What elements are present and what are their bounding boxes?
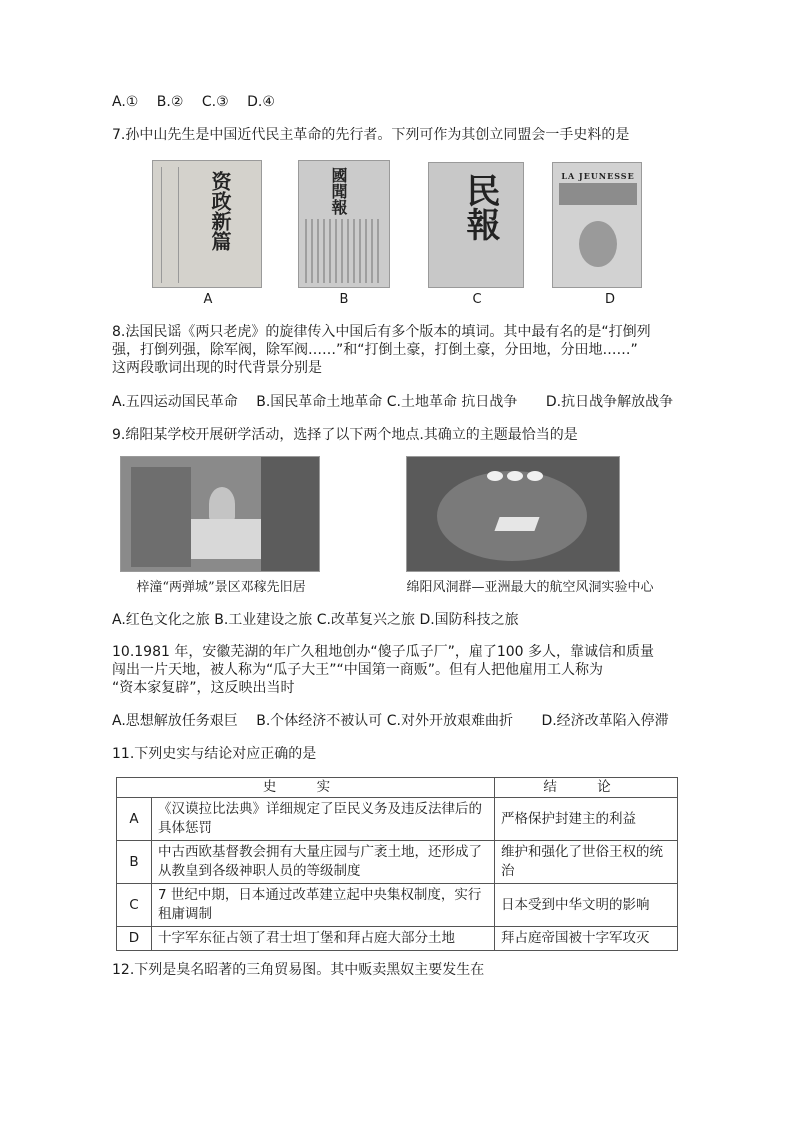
q8-option-d: D.抗日战争解放战争 [545,394,674,410]
q7-label-a: A [203,292,213,307]
q10-option-c: C.对外开放艰难曲折 [386,713,513,729]
q9-photo-wind-tunnel [406,456,620,572]
q8-option-a: A.五四运动国民革命 [112,394,238,410]
q7-stem: 7.孙中山先生是中国近代民主革命的先行者。下列可作为其创立同盟会一手史料的是 [112,127,630,143]
q7-label-b: B [339,292,349,307]
q7-image-a-title: 资政新篇 [208,171,232,251]
q10-option-d: D.经济改革陷入停滞 [541,713,669,729]
row-conclusion: 拜占庭帝国被十字军攻灭 [495,927,678,951]
q9-option-a: A.红色文化之旅 [112,612,210,628]
q10-stem-line-1: 10.1981 年，安徽芜湖的年广久租地创办“傻子瓜子厂”，雇了100 多人，靠诚信和质量 [112,644,655,660]
row-conclusion: 维护和强化了世俗王权的统治 [495,841,678,884]
q7-image-d-title: LA JEUNESSE [561,171,635,181]
row-label: C [117,884,152,927]
row-label: D [117,927,152,951]
q10-stem-line-3: “资本家复辟”，这反映出当时 [112,680,295,696]
q10-stem-line-2: 闯出一片天地，被人称为“瓜子大王”“中国第一商贩”。但有人把他雇用工人称为 [112,662,604,678]
q6-option-d: D.④ [247,94,275,110]
q8-stem-line-3: 这两段歌词出现的时代背景分别是 [112,360,322,376]
q9-option-d: D.国防科技之旅 [419,612,519,628]
row-fact: 十字军东征占领了君士坦丁堡和拜占庭大部分土地 [152,927,495,951]
row-label: B [117,841,152,884]
q10-options [112,711,683,731]
q10-option-a: A.思想解放任务艰巨 [112,713,238,729]
row-fact: 中古西欧基督教会拥有大量庄园与广袤土地，还形成了从教皇到各级神职人员的等级制度 [152,841,495,884]
q12-stem: 12.下列是臭名昭著的三角贸易图。其中贩卖黑奴主要发生在 [112,962,485,978]
q9-stem: 9.绵阳某学校开展研学活动，选择了以下两个地点.其确立的主题最恰当的是 [112,427,578,443]
q7-label-c: C [472,292,482,307]
q9-option-c: C.改革复兴之旅 [316,612,415,628]
table-header-row [117,778,678,798]
q7-image-d [552,162,642,288]
q8-option-c: C.土地革命 抗日战争 [386,394,518,410]
q7-image-b-title: 國聞報 [329,167,348,215]
q8-option-b: B.国民革命土地革命 [256,394,383,410]
q8-options [112,392,687,412]
row-label: A [117,798,152,841]
q9-options [112,610,533,630]
row-conclusion: 日本受到中华文明的影响 [495,884,678,927]
table-row [117,927,678,951]
row-fact: 7 世纪中期，日本通过改革建立起中央集权制度，实行租庸调制 [152,884,495,927]
table-row [117,841,678,884]
q7-label-d: D [604,292,615,307]
q6-option-a: A.① [112,94,139,110]
table-header-conclusion: 结 论 [495,778,678,798]
q9-photo-residence [120,456,320,572]
q6-options [112,92,289,112]
q11-stem: 11.下列史实与结论对应正确的是 [112,746,317,762]
table-row [117,798,678,841]
q7-image-c [428,162,524,288]
q9-caption-2: 绵阳风洞群—亚洲最大的航空风洞实验中心 [406,580,654,595]
q7-image-a [152,160,262,288]
table-row [117,884,678,927]
row-conclusion: 严格保护封建主的利益 [495,798,678,841]
q8-stem-line-2: 强，打倒列强，除军阀，除军阀……”和“打倒土豪，打倒土豪，分田地，分田地……” [112,342,638,358]
q7-image-b [298,160,390,288]
table-header-fact: 史 实 [117,778,495,798]
q9-caption-1: 梓潼“两弹城”景区邓稼先旧居 [136,580,306,595]
q7-image-c-title: 民報 [460,173,500,241]
q8-stem-line-1: 8.法国民谣《两只老虎》的旋律传入中国后有多个版本的填词。其中最有名的是“打倒列 [112,324,651,340]
q6-option-b: B.② [156,94,184,110]
row-fact: 《汉谟拉比法典》详细规定了臣民义务及违反法律后的具体惩罚 [152,798,495,841]
q9-option-b: B.工业建设之旅 [214,612,313,628]
q10-option-b: B.个体经济不被认可 [256,713,383,729]
q11-table [116,777,678,951]
q6-option-c: C.③ [201,94,229,110]
